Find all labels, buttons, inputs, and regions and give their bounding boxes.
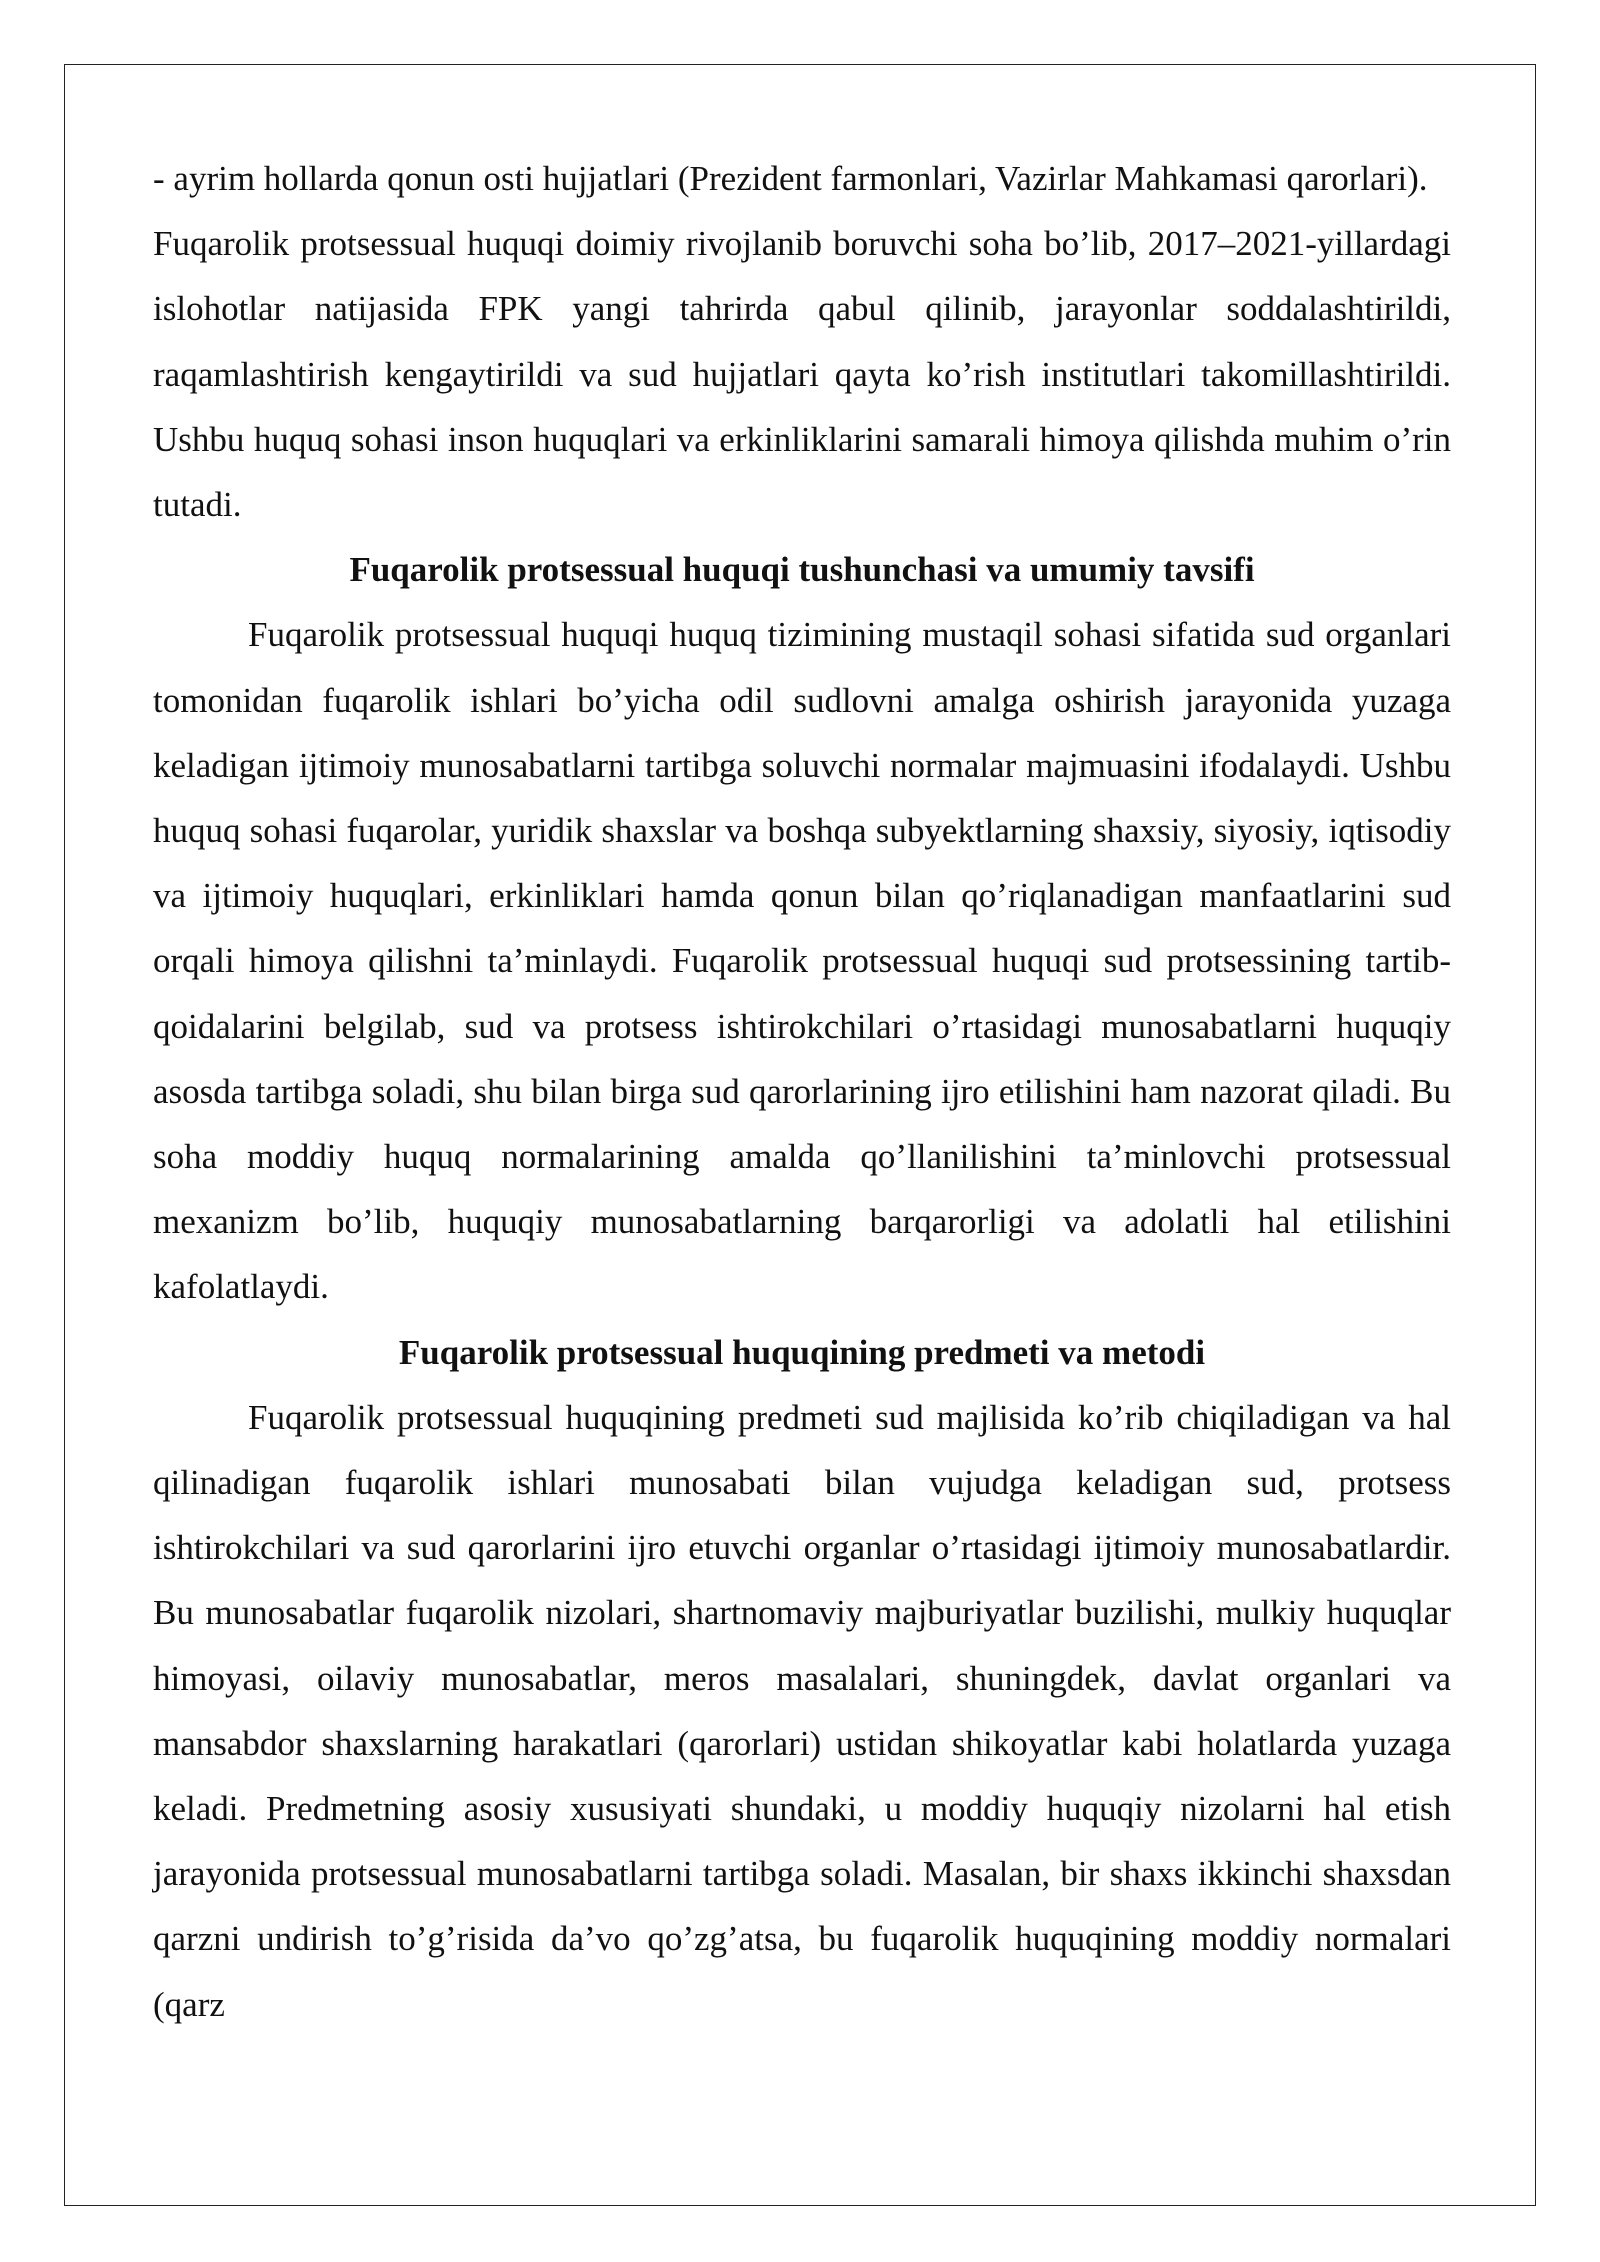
paragraph-intro: Fuqarolik protsessual huquqi doimiy rivojlanib boruvchi soha bo’lib, 2017–2021-yillardagi islohotlar natijasida FPK yangi tahrirda qabul qilinib, jarayonlar soddalashtirildi, raqamlashtirish kengaytirildi va sud hujjatlari qayta ko’rish institutlari takomillashtirildi. Ushbu huquq sohasi inson huquqlari va erkinliklarini samarali himoya qilishda muhim o’rin tutadi.: [153, 224, 1451, 525]
paragraph-subject: Fuqarolik protsessual huquqining predmeti sud majlisida ko’rib chiqiladigan va hal qilinadigan fuqarolik ishlari munosabati bilan vujudga keladigan sud, protsess ishtirokchilari va sud qarorlarini ijro etuvchi organlar o’rtasidagi ijtimoiy munosabatlardir. Bu munosabatlar fuqarolik nizolari, shartnomaviy majburiyatlar buzilishi, mulkiy huquqlar himoyasi, oilaviy munosabatlar, meros masalalari, shuningdek, davlat organlari va mansabdor shaxslarning harakatlari (qarorlari) ustidan shikoyatlar kabi holatlarda yuzaga keladi. Predmetning asosiy xususiyati shundaki, u moddiy huquqiy nizolarni hal etish jarayonida protsessual munosabatlarni tartibga soladi. Masalan, bir shaxs ikkinchi shaxsdan qarzni undirish to’g’risida da’vo qo’zg’atsa, bu fuqarolik huquqining moddiy normalari (qarz: [153, 1397, 1451, 2024]
section-heading-concept: Fuqarolik protsessual huquqi tushunchasi va umumiy tavsifi: [349, 550, 1255, 590]
paragraph-concept: Fuqarolik protsessual huquqi huquq tizimining mustaqil sohasi sifatida sud organlari tomonidan fuqarolik ishlari bo’yicha odil sudlovni amalga oshirish jarayonida yuzaga keladigan ijtimoiy munosabatlarni tartibga soluvchi normalar majmuasini ifodalaydi. Ushbu huquq sohasi fuqarolar, yuridik shaxslar va boshqa subyektlarning shaxsiy, siyosiy, iqtisodiy va ijtimoiy huquqlari, erkinliklari hamda qonun bilan qo’riqlanadigan manfaatlarini sud orqali himoya qilishni ta’minlaydi. Fuqarolik protsessual huquqi sud protsessining tartib-qoidalarini belgilab, sud va protsess ishtirokchilari o’rtasidagi munosabatlarni huquqiy asosda tartibga soladi, shu bilan birga sud qarorlarining ijro etilishini ham nazorat qiladi. Bu soha moddiy huquq normalarining amalda qo’llanilishini ta’minlovchi protsessual mexanizm bo’lib, huquqiy munosabatlarning barqarorligi va adolatli hal etilishini kafolatlaydi.: [153, 615, 1451, 1307]
document-body: [153, 146, 1451, 2037]
paragraph-list-item: - ayrim hollarda qonun osti hujjatlari (Prezident farmonlari, Vazirlar Mahkamasi qarorlari).: [153, 159, 1428, 198]
section-heading-subject-method: Fuqarolik protsessual huquqining predmeti va metodi: [398, 1332, 1206, 1372]
